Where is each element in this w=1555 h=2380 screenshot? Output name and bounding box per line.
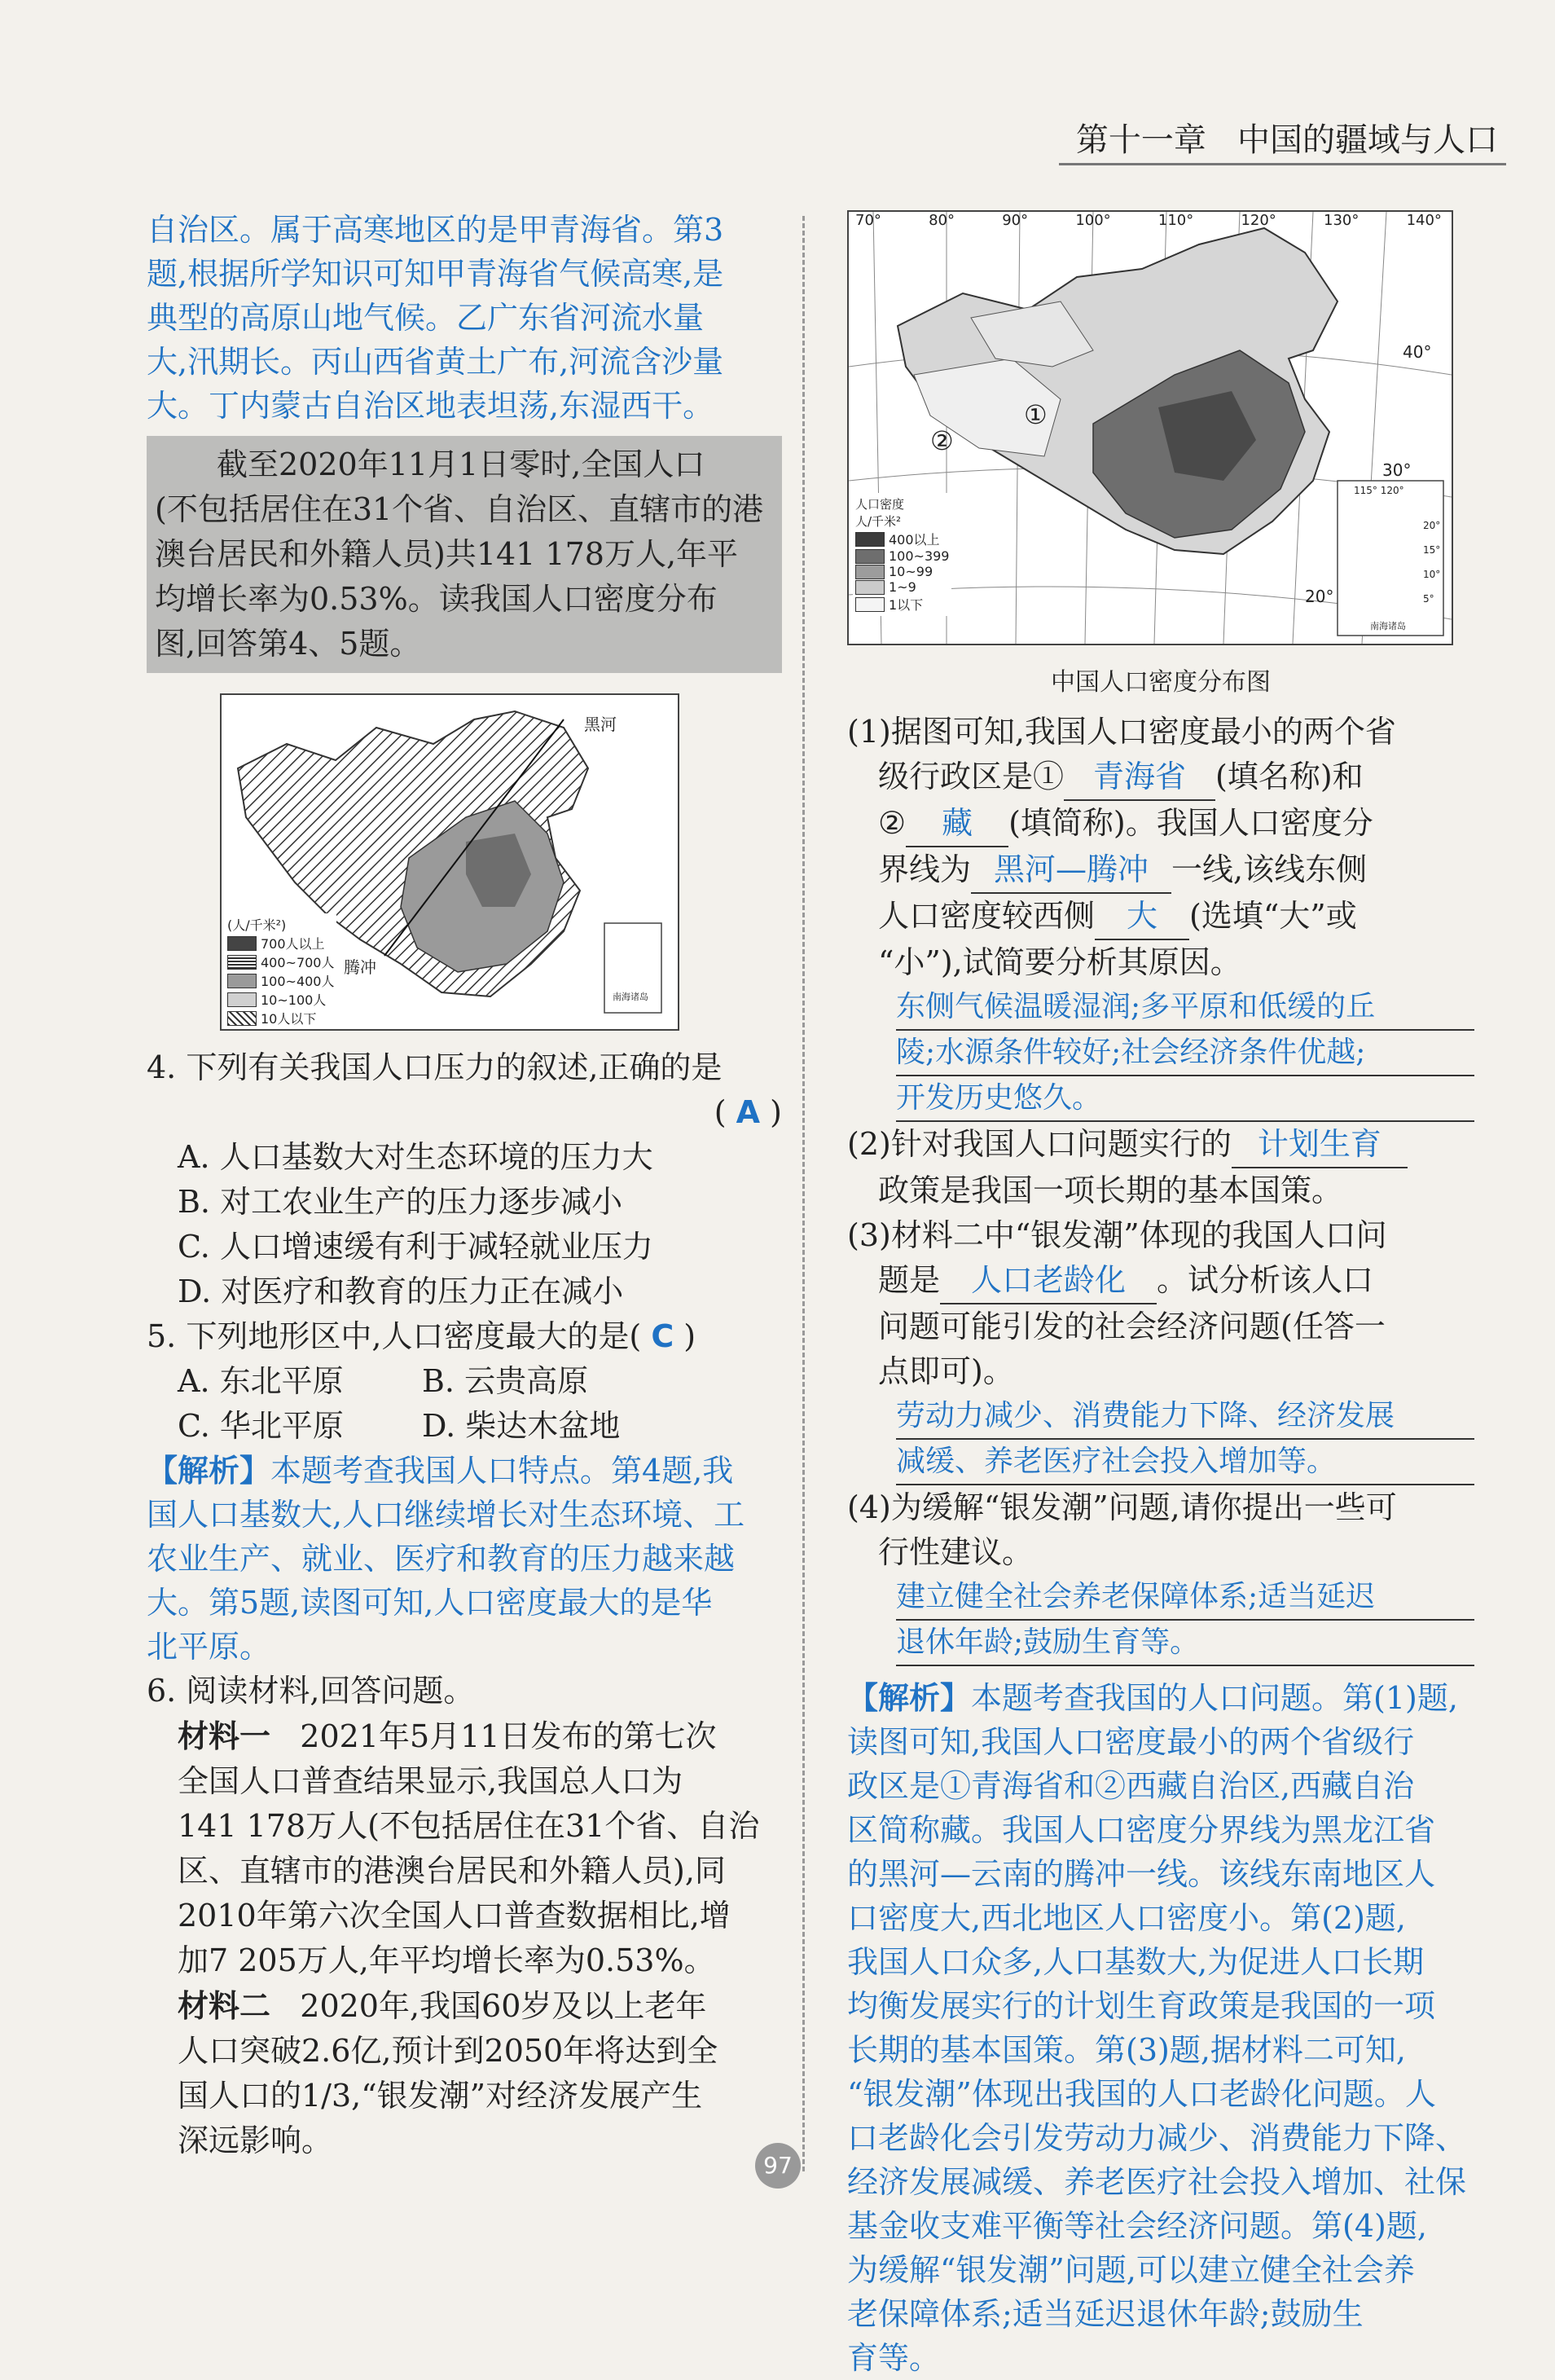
p4-text: (4)为缓解“银发潮”问题,请你提出一些可 <box>847 1489 1397 1525</box>
legend-title: 人口密度 <box>855 497 905 512</box>
question-6 <box>147 1669 782 2163</box>
longitude-labels <box>855 212 1442 229</box>
legend-label: 700人以上 <box>261 936 325 952</box>
answer-line: 陵;水源条件较好;社会经济条件优越; <box>896 1031 1474 1076</box>
lon-label: 130° <box>1324 212 1360 229</box>
answer-line: 劳动力减少、消费能力下降、经济发展 <box>896 1394 1474 1440</box>
material-line: 图,回答第4、5题。 <box>155 626 421 662</box>
legend-label: 10~100人 <box>261 992 327 1008</box>
legend-swatch <box>227 1011 257 1026</box>
population-density-map-1 <box>220 693 679 1031</box>
lon-label: 120° <box>1241 212 1276 229</box>
map2-legend <box>853 493 951 616</box>
analysis-line: 【解析】本题考查我国人口特点。第4题,我 <box>147 1452 734 1489</box>
map-caption: 中国人口密度分布图 <box>1051 668 1271 697</box>
p4-answer <box>847 1575 1474 1666</box>
lon-label: 140° <box>1406 212 1442 229</box>
answer-line: 建立健全社会养老保障体系;适当延迟 <box>896 1575 1474 1621</box>
answer-line: 减缓、养老医疗社会投入增加等。 <box>896 1440 1474 1485</box>
region-marker-1: ① <box>1024 399 1048 430</box>
inset-lat-labels: 20° 15° 10° 5° <box>1423 520 1441 605</box>
q5-option: B. 云贵高原 <box>422 1363 589 1399</box>
analysis-line: 基金收支难平衡等社会经济问题。第(4)题, <box>847 2208 1427 2244</box>
analysis-line: 育等。 <box>847 2340 941 2376</box>
material-box <box>147 436 782 673</box>
q6-m1-first: 材料一 2021年5月11日发布的第七次 <box>178 1718 717 1754</box>
lat-label: 40° <box>1403 342 1432 362</box>
analysis-tag: 【解析】 <box>847 1679 972 1716</box>
legend-swatch <box>227 955 257 970</box>
map-inset-label: 南海诸岛 <box>613 992 648 1002</box>
legend-label: 1以下 <box>889 597 924 613</box>
answer-line: 退休年龄;鼓励生育等。 <box>896 1621 1474 1666</box>
p4-text: 行性建议。 <box>878 1534 1034 1570</box>
analysis-line: 区简称藏。我国人口密度分界线为黑龙江省 <box>847 1812 1436 1848</box>
part-1 <box>847 710 1474 1122</box>
part-2 <box>847 1122 1474 1213</box>
analysis-line: 政区是①青海省和②西藏自治区,西藏自治 <box>847 1768 1415 1804</box>
q4-stem: 4. 下列有关我国人口压力的叙述,正确的是 <box>147 1049 723 1085</box>
analysis-line: 为缓解“银发潮”问题,可以建立健全社会养 <box>847 2252 1415 2288</box>
q5-options-row <box>147 1359 782 1404</box>
material-line: 截至2020年11月1日零时,全国人口 <box>217 447 705 482</box>
p3-text-row: 题是 人口老龄化 。试分析该人口 <box>847 1258 1474 1304</box>
lat-label: 30° <box>1382 460 1412 480</box>
material-line: (不包括居住在31个省、自治区、直辖市的港 <box>155 491 764 527</box>
p3-text: 点即可)。 <box>878 1353 1014 1389</box>
map2-inset-label: 南海诸岛 <box>1370 621 1406 631</box>
answer-blank-3: 黑河—腾冲 <box>971 847 1171 894</box>
part-3 <box>847 1213 1474 1485</box>
q4-answer: A <box>736 1094 761 1130</box>
analysis-line: 【解析】本题考查我国的人口问题。第(1)题, <box>847 1679 1458 1716</box>
q6-m1-line: 2010年第六次全国人口普查数据相比,增 <box>178 1898 731 1933</box>
analysis-line: 均衡发展实行的计划生育政策是我国的一项 <box>847 1988 1436 2024</box>
answer-blank-1: 青海省 <box>1064 754 1215 801</box>
legend-swatch <box>227 936 257 951</box>
analysis-line: “银发潮”体现出我国的人口老龄化问题。人 <box>847 2076 1436 2112</box>
lon-label: 100° <box>1075 212 1111 229</box>
legend-label: 10~99 <box>889 564 933 579</box>
right-analysis <box>847 1676 1474 2380</box>
analysis-line: 北平原。 <box>147 1629 271 1665</box>
material-2-label: 材料二 <box>178 1987 271 2024</box>
analysis-tag: 【解析】 <box>147 1452 271 1489</box>
lat-label: 20° <box>1305 587 1334 606</box>
map-legend <box>226 913 336 1029</box>
region-marker-2: ② <box>930 425 954 456</box>
legend-label: 400以上 <box>889 532 940 548</box>
material-1-label: 材料一 <box>178 1718 271 1754</box>
q5-option: C. 华北平原 <box>178 1408 344 1444</box>
left-column <box>147 208 782 2163</box>
analysis-line: 农业生产、就业、医疗和教育的压力越来越 <box>147 1541 736 1577</box>
map-label-heihe: 黑河 <box>584 715 617 734</box>
analysis-line: 大。第5题,读图可知,人口密度最大的是华 <box>147 1585 713 1621</box>
map-label-tengchong: 腾冲 <box>344 957 376 977</box>
right-column <box>847 210 1474 2380</box>
legend-label: 1~9 <box>889 579 916 595</box>
answer-line: 开发历史悠久。 <box>896 1076 1474 1122</box>
part-4 <box>847 1485 1474 1666</box>
p1-text-row: 级行政区是① 青海省 (填名称)和 <box>847 754 1474 801</box>
legend-label: 100~399 <box>889 548 950 564</box>
q5-stem-row: 5. 下列地形区中,人口密度最大的是( C ) <box>147 1318 696 1354</box>
legend-swatch <box>855 532 885 547</box>
legend-label: 400~700人 <box>261 955 335 970</box>
q6-m1-line: 全国人口普查结果显示,我国总人口为 <box>178 1763 683 1799</box>
q5-option: A. 东北平原 <box>178 1363 344 1399</box>
legend-swatch <box>855 565 885 579</box>
q4-option: B. 对工农业生产的压力逐步减小 <box>178 1184 623 1220</box>
intro-analysis <box>147 208 782 428</box>
lon-label: 80° <box>929 212 955 229</box>
q4-option: D. 对医疗和教育的压力正在减小 <box>178 1274 624 1309</box>
population-density-map-2 <box>847 210 1453 645</box>
material-line: 澳台居民和外籍人员)共141 178万人,年平 <box>155 536 739 572</box>
q6-m2-first: 材料二 2020年,我国60岁及以上老年 <box>178 1987 707 2024</box>
q6-m1-line: 加7 205万人,年平均增长率为0.53%。 <box>178 1942 715 1978</box>
q4-option: A. 人口基数大对生态环境的压力大 <box>178 1139 653 1175</box>
p3-answer <box>847 1394 1474 1485</box>
analysis-line: 老保障体系;适当延迟退休年龄;鼓励生 <box>847 2296 1364 2332</box>
page-header <box>1076 114 1498 161</box>
answer-blank-2: 藏 <box>906 801 1008 847</box>
legend-label: 100~400人 <box>261 974 335 989</box>
p3-text: (3)材料二中“银发潮”体现的我国人口问 <box>847 1217 1387 1253</box>
p1-text-row: ② 藏 (填简称)。我国人口密度分 <box>847 801 1474 847</box>
analysis-line: 经济发展减缓、养老医疗社会投入增加、社保 <box>847 2164 1467 2200</box>
intro-line: 典型的高原山地气候。乙广东省河流水量 <box>147 300 705 336</box>
chapter-title: 中国的疆域与人口 <box>1237 121 1498 159</box>
q5-answer: C <box>651 1318 674 1354</box>
legend-swatch <box>227 974 257 988</box>
p1-answer <box>847 985 1474 1122</box>
lon-label: 70° <box>855 212 881 229</box>
analysis-line: 国人口基数大,人口继续增长对生态环境、工 <box>147 1497 745 1533</box>
p3-text: 问题可能引发的社会经济问题(任答一 <box>878 1309 1386 1344</box>
left-analysis <box>147 1449 782 1669</box>
header-rule <box>1059 163 1506 165</box>
answer-line: 东侧气候温暖湿润;多平原和低缓的丘 <box>896 985 1474 1031</box>
analysis-line: 口密度大,西北地区人口密度小。第(2)题, <box>847 1900 1406 1936</box>
intro-line: 大,汛期长。丙山西省黄土广布,河流含沙量 <box>147 344 724 380</box>
q6-stem: 6. 阅读材料,回答问题。 <box>147 1673 475 1709</box>
q5-option: D. 柴达木盆地 <box>422 1408 621 1444</box>
analysis-line: 我国人口众多,人口基数大,为促进人口长期 <box>847 1944 1425 1980</box>
q4-answer-bracket: ( A ) <box>714 1094 782 1130</box>
answer-blank-4: 大 <box>1095 894 1189 940</box>
q6-m2-line: 人口突破2.6亿,预计到2050年将达到全 <box>178 2033 718 2069</box>
p1-text: “小”),试简要分析其原因。 <box>878 944 1241 980</box>
q6-m1-line: 141 178万人(不包括居住在31个省、自治 <box>178 1808 760 1844</box>
chapter-label: 第十一章 <box>1075 121 1206 159</box>
answer-blank-5: 计划生育 <box>1232 1122 1408 1168</box>
intro-line: 大。丁内蒙古自治区地表坦荡,东湿西干。 <box>147 388 714 424</box>
analysis-line: 读图可知,我国人口密度最小的两个省级行 <box>847 1724 1415 1760</box>
material-line: 均增长率为0.53%。读我国人口密度分布 <box>155 581 718 617</box>
inset-lon-label: 115° 120° <box>1354 485 1404 496</box>
q6-m2-line: 深远影响。 <box>178 2123 333 2158</box>
page-number: 97 <box>755 2143 801 2189</box>
q5-options-row <box>147 1404 782 1449</box>
legend-swatch <box>855 549 885 564</box>
intro-line: 自治区。属于高寒地区的是甲青海省。第3 <box>147 212 724 248</box>
analysis-line: 口老龄化会引发劳动力减少、消费能力下降、 <box>847 2120 1467 2156</box>
question-5 <box>147 1314 782 1449</box>
analysis-line: 长期的基本国策。第(3)题,据材料二可知, <box>847 2032 1406 2068</box>
answer-blank-6: 人口老龄化 <box>940 1258 1157 1304</box>
p2-text-row: (2)针对我国人口问题实行的 计划生育 <box>847 1122 1474 1168</box>
intro-line: 题,根据所学知识可知甲青海省气候高寒,是 <box>147 256 724 292</box>
p1-text-row: 人口密度较西侧 大 (选填“大”或 <box>847 894 1474 940</box>
legend-swatch <box>227 992 257 1007</box>
q5-stem: 5. 下列地形区中,人口密度最大的是 <box>147 1318 630 1354</box>
p1-text: (1)据图可知,我国人口密度最小的两个省 <box>847 714 1396 750</box>
lon-label: 110° <box>1157 212 1194 229</box>
lon-label: 90° <box>1002 212 1029 229</box>
column-divider <box>802 216 805 2171</box>
legend-unit: 人/千米² <box>855 514 902 529</box>
p2-text: 政策是我国一项长期的基本国策。 <box>878 1172 1343 1208</box>
legend-label: 10人以下 <box>261 1011 317 1027</box>
analysis-line: 的黑河—云南的腾冲一线。该线东南地区人 <box>847 1856 1436 1892</box>
q6-m2-line: 国人口的1/3,“银发潮”对经济发展产生 <box>178 2078 703 2114</box>
legend-swatch <box>855 580 885 595</box>
q6-m1-line: 区、直辖市的港澳台居民和外籍人员),同 <box>178 1853 726 1889</box>
question-4 <box>147 1045 782 1314</box>
legend-title: (人/千米²) <box>227 917 287 933</box>
q4-option: C. 人口增速缓有利于减轻就业压力 <box>178 1229 653 1265</box>
legend-swatch <box>855 597 885 612</box>
p1-text-row: 界线为 黑河—腾冲 一线,该线东侧 <box>847 847 1474 894</box>
